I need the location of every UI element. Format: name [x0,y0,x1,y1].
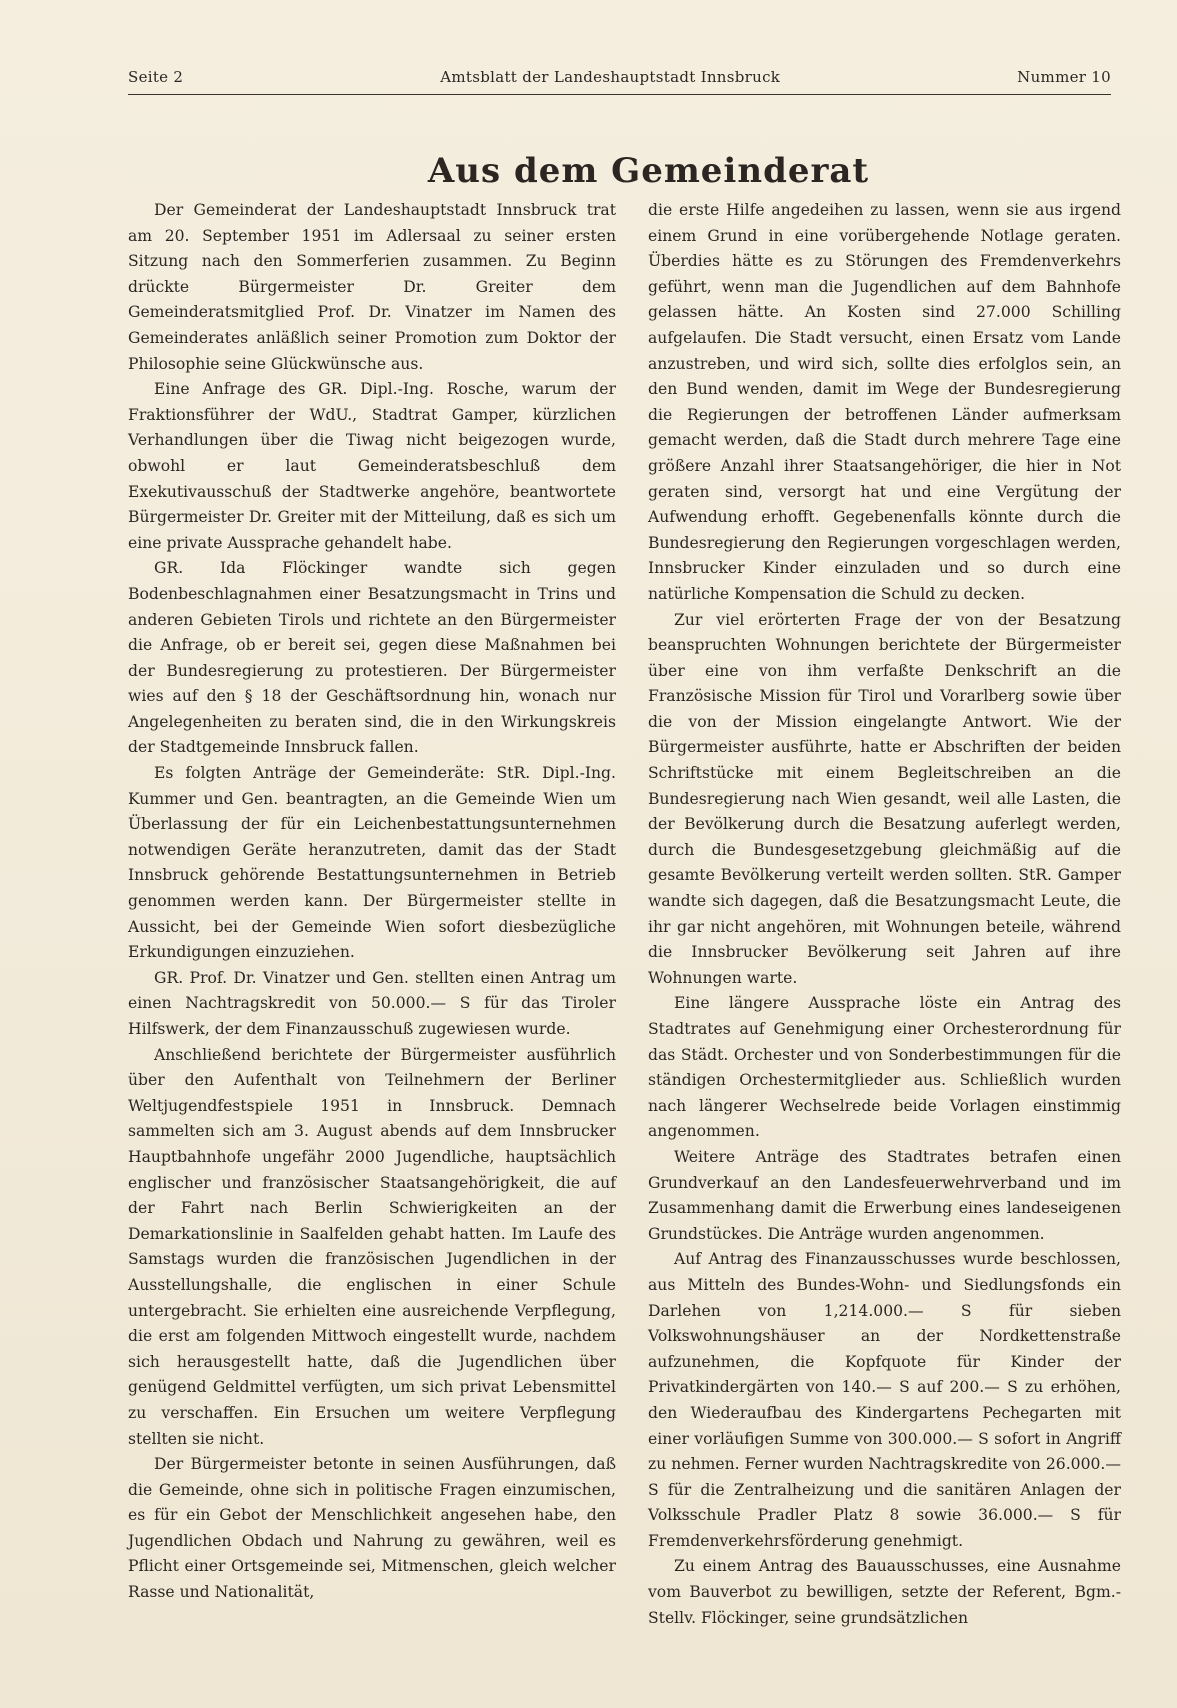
paragraph: Anschließend berichtete der Bürgermeister ausführlich über den Aufenthalt von Teilnehmern der Berliner Weltjugendfestspiele 1951 in Innsbruck. Demnach sammelten sich am 3. August abends auf dem Innsbrucker Hauptbahnhofe ungefähr 2000 Jugendliche, hauptsächlich englischer und französischer Staatsangehörigkeit, die auf der Fahrt nach Berlin Schwierigkeiten an der Demarkationslinie in Saalfelden gehabt hatten. Im Laufe des Samstags wurden die französischen Jugendlichen in der Ausstellungshalle, die englischen in einer Schule untergebracht. Sie erhielten eine ausreichende Verpflegung, die erst am folgenden Mittwoch eingestellt wurde, nachdem sich herausgestellt hatte, daß die Jugendlichen über genügend Geldmittel verfügten, um sich privat Lebensmittel zu verschaffen. Ein Ersuchen um weitere Verpflegung stellten sie nicht. [128,1045,616,1448]
paragraph: Eine Anfrage des GR. Dipl.-Ing. Rosche, warum der Fraktionsführer der WdU., Stadtrat Gamper, kürzlichen Verhandlungen über die Tiwag nicht beigezogen wurde, obwohl er laut Gemeinderatsbeschluß dem Exekutivausschuß der Stadtwerke angehöre, beantwortete Bürgermeister Dr. Greiter mit der Mitteilung, daß es sich um eine private Aussprache gehandelt habe. [128,380,616,552]
left-column [128,198,616,1606]
paragraph: Der Bürgermeister betonte in seinen Ausführungen, daß die Gemeinde, ohne sich in politische Fragen einzumischen, es für ein Gebot der Menschlichkeit angesehen habe, den Jugendlichen Obdach und Nahrung zu gewähren, weil es Pflicht einer Ortsgemeinde sei, Mitmenschen, gleich welcher Rasse und Nationalität, [128,1455,616,1602]
paragraph: die erste Hilfe angedeihen zu lassen, wenn sie aus irgend einem Grund in eine vorübergehende Notlage geraten. Überdies hätte es zu Störungen des Fremdenverkehrs geführt, wenn man die Jugendlichen auf dem Bahnhofe gelassen hätte. An Kosten sind 27.000 Schilling aufgelaufen. Die Stadt versucht, einen Ersatz vom Lande anzustreben, und wird sich, sollte dies erfolglos sein, an den Bund wenden, damit im Wege der Bundesregierung die Regierungen der betroffenen Länder aufmerksam gemacht werden, daß die Stadt durch mehrere Tage eine größere Anzahl ihrer Staatsangehöriger, die hier in Not geraten sind, versorgt hat und eine Vergütung der Aufwendung erhofft. Gegebenenfalls könnte durch die Bundesregierung den Regierungen vorgeschlagen werden, Innsbrucker Kinder einzuladen und so durch eine natürliche Kompensation die Schuld zu decken. [648,201,1121,603]
article-headline: Aus dem Gemeinderat [427,150,870,191]
page-label: Seite 2 [128,68,184,86]
paragraph: Zur viel erörterten Frage der von der Besatzung beanspruchten Wohnungen berichtete der Bürgermeister über eine von ihm verfaßte Denkschrift an die Französische Mission für Tirol und Vorarlberg sowie über die von der Mission eingelangte Antwort. Wie der Bürgermeister ausführte, hatte er Abschriften der beiden Schriftstücke mit einem Begleitschreiben an die Bundesregierung nach Wien gesandt, weil alle Lasten, die der Bevölkerung durch die Besatzung auferlegt werden, durch die Bundesgesetzgebung gleichmäßig auf die gesamte Bevölkerung verteilt werden sollten. StR. Gamper wandte sich dagegen, daß die Besatzungsmacht Leute, die ihr gar nicht angehören, mit Wohnungen beteile, während die Innsbrucker Bevölkerung seit Jahren auf ihre Wohnungen warte. [648,610,1121,987]
paragraph: Eine längere Aussprache löste ein Antrag des Stadtrates auf Genehmigung einer Orchesterordnung für das Städt. Orchester und von Sonderbestimmungen für die ständigen Orchestermitglieder aus. Schließlich wurden nach längerer Wechselrede beide Vorlagen einstimmig angenommen. [648,994,1121,1141]
paragraph: Auf Antrag des Finanzausschusses wurde beschlossen, aus Mitteln des Bundes-Wohn- und Siedlungsfonds ein Darlehen von 1,214.000.— S für sieben Volkswohnungshäuser an der Nordkettenstraße aufzunehmen, die Kopfquote für Kinder der Privatkindergärten von 140.— S auf 200.— S zu erhöhen, den Wiederaufbau des Kindergartens Pechegarten mit einer vorläufigen Summe von 300.000.— S sofort in Angriff zu nehmen. Ferner wurden Nachtragskredite von 26.000.— S für die Zentralheizung und die sanitären Anlagen der Volksschule Pradler Platz 8 sowie 36.000.— S für Fremdenverkehrsförderung genehmigt. [648,1250,1121,1550]
paragraph: GR. Prof. Dr. Vinatzer und Gen. stellten einen Antrag um einen Nachtragskredit von 50.000.— S für das Tiroler Hilfswerk, der dem Finanzausschuß zugewiesen wurde. [128,968,616,1038]
issue-number: Nummer 10 [1017,68,1111,86]
right-column [648,198,1121,1631]
paragraph: Der Gemeinderat der Landeshauptstadt Innsbruck trat am 20. September 1951 im Adlersaal zu seiner ersten Sitzung nach den Sommerferien zusammen. Zu Beginn drückte Bürgermeister Dr. Greiter dem Gemeinderatsmitglied Prof. Dr. Vinatzer im Namen des Gemeinderates anläßlich seiner Promotion zum Doktor der Philosophie seine Glückwünsche aus. [128,201,616,373]
header-divider [128,94,1111,95]
paragraph: Zu einem Antrag des Bauausschusses, eine Ausnahme vom Bauverbot zu bewilligen, setzte der Referent, Bgm.-Stellv. Flöckinger, seine grundsätzlichen [648,1557,1121,1627]
running-head [128,68,1111,86]
paragraph: GR. Ida Flöckinger wandte sich gegen Bodenbeschlagnahmen einer Besatzungsmacht in Trins und anderen Gebieten Tirols und richtete an den Bürgermeister die Anfrage, ob er bereit sei, gegen diese Maßnahmen bei der Bundesregierung zu protestieren. Der Bürgermeister wies auf den § 18 der Geschäftsordnung hin, wonach nur Angelegenheiten zu beraten sind, die in den Wirkungskreis der Stadtgemeinde Innsbruck fallen. [128,559,616,757]
paragraph: Es folgten Anträge der Gemeinderäte: StR. Dipl.-Ing. Kummer und Gen. beantragten, an die Gemeinde Wien um Überlassung der für ein Leichenbestattungsunternehmen notwendigen Geräte heranzutreten, damit das der Stadt Innsbruck gehörende Bestattungsunternehmen in Betrieb genommen werden kann. Der Bürgermeister stellte in Aussicht, bei der Gemeinde Wien sofort diesbezügliche Erkundigungen einzuziehen. [128,764,616,962]
paragraph: Weitere Anträge des Stadtrates betrafen einen Grundverkauf an den Landesfeuerwehrverband und im Zusammenhang damit die Erwerbung eines landeseigenen Grundstückes. Die Anträge wurden angenommen. [648,1147,1121,1243]
publication-title: Amtsblatt der Landeshauptstadt Innsbruck [440,68,781,86]
